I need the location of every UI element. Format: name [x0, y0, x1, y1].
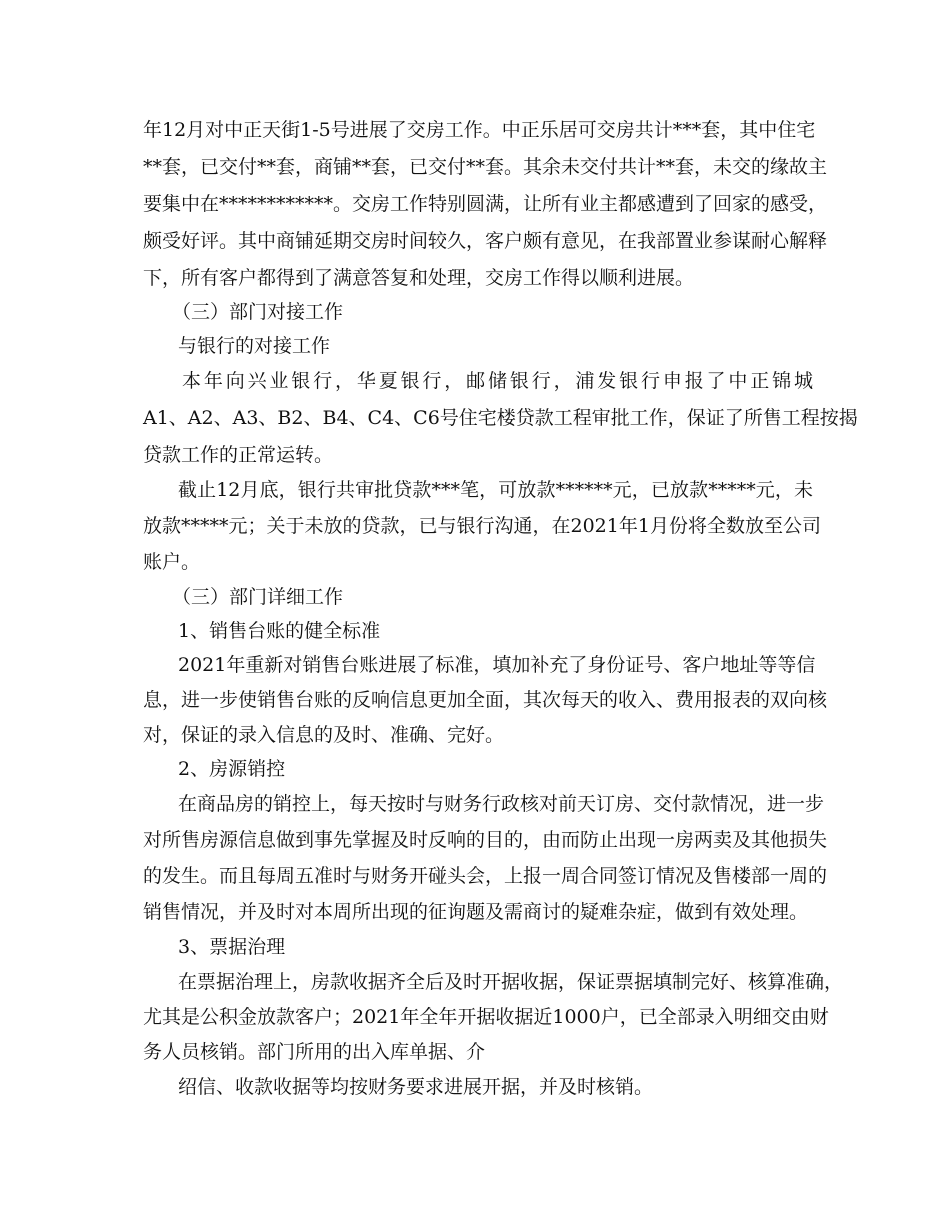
text-line: 销售情况，并及时对本周所出现的征询题及需商讨的疑难杂症，做到有效处理。	[143, 901, 809, 923]
text-line: 年12月对中正天街1-5号进展了交房工作。中正乐居可交房共计***套，其中住宅	[143, 119, 816, 141]
text-line: 绍信、收款收据等均按财务要求进展开据，并及时核销。	[178, 1076, 654, 1098]
subsection-heading: 3、票据治理	[178, 936, 286, 958]
text-line: 尤其是公积金放款客户；2021年全年开据收据近1000户，已全部录入明细交由财	[143, 1006, 829, 1028]
text-line: 息，进一步使销售台账的反响信息更加全面，其次每天的收入、费用报表的双向核	[143, 689, 828, 711]
text-line: 的发生。而且每周五准时与财务开碰头会，上报一周合同签订情况及售楼部一周的	[143, 865, 828, 887]
section-heading: （三）部门详细工作	[172, 586, 344, 608]
text-line: 2021年重新对销售台账进展了标准，填加补充了身份证号、客户地址等等信	[178, 654, 816, 676]
text-line: **套，已交付**套，商铺**套，已交付**套。其余未交付共计**套，未交的缘故主	[143, 156, 828, 178]
text-line: 在票据治理上，房款收据齐全后及时开据收据，保证票据填制完好、核算准确，	[178, 971, 844, 993]
text-line: 对，保证的录入信息的及时、准确、完好。	[143, 724, 505, 746]
subsection-heading: 与银行的对接工作	[178, 335, 331, 357]
text-line: 颇受好评。其中商铺延期交房时间较久，客户颇有意见，在我部置业参谋耐心解释	[143, 230, 828, 252]
text-line: 要集中在************。交房工作特别圆满，让所有业主都感遭到了回家的感受，	[143, 193, 828, 215]
section-heading: （三）部门对接工作	[172, 301, 344, 323]
text-line: A1、A2、A3、B2、B4、C4、C6号住宅楼贷款工程审批工作，保证了所售工程按揭	[143, 407, 858, 429]
text-line: 在商品房的销控上，每天按时与财务行政核对前天订房、交付款情况，进一步	[178, 793, 825, 815]
text-line: 本年向兴业银行，华夏银行，邮储银行，浦发银行申报了中正锦城	[182, 370, 813, 392]
text-line: 账户。	[143, 551, 201, 573]
text-line: 对所售房源信息做到事先掌握及时反响的目的，由而防止出现一房两卖及其他损失	[143, 829, 828, 851]
subsection-heading: 2、房源销控	[178, 758, 286, 780]
text-line: 放款*****元；关于未放的贷款，已与银行沟通，在2021年1月份将全数放至公司	[143, 515, 821, 537]
text-line: 下，所有客户都得到了满意答复和处理，交房工作得以顺利进展。	[143, 267, 695, 289]
text-line: 截止12月底，银行共审批贷款***笔，可放款******元，已放款*****元，未	[178, 479, 813, 501]
subsection-heading: 1、销售台账的健全标准	[178, 620, 381, 642]
text-line: 贷款工作的正常运转。	[143, 444, 334, 466]
text-line: 务人员核销。部门所用的出入库单据、介	[143, 1041, 486, 1063]
